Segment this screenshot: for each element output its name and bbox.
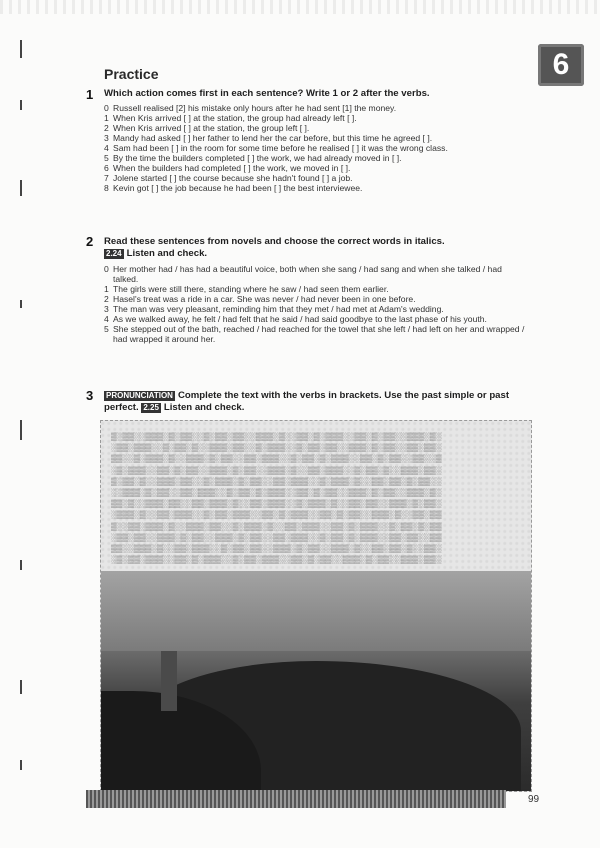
list-item: 4 As we walked away, he felt / had felt that he said / had said goodbye to the last phase of his youth.	[104, 314, 487, 324]
unit-badge	[538, 44, 584, 86]
margin-ticks	[20, 40, 26, 780]
list-item: 7 Jolene started [ ] the course because she hadn't found [ ] a job.	[104, 173, 353, 183]
list-item: 6 When the builders had completed [ ] the work, we moved in [ ].	[104, 163, 351, 173]
pronunciation-tag: PRONUNCIATION	[106, 391, 173, 400]
landscape-photo	[101, 571, 531, 791]
audio-track-badge: 2.25	[143, 403, 159, 412]
page-number: 99	[528, 794, 540, 805]
exercise-1-number: 1	[86, 87, 94, 102]
list-item: 2 Hasel's treat was a ride in a car. She was never / had never been in one before.	[104, 294, 416, 304]
list-item: 2 When Kris arrived [ ] at the station, the group left [ ].	[104, 123, 310, 133]
list-item: 4 Sam had been [ ] in the room for some time before he realised [ ] it was the wrong class.	[104, 143, 448, 153]
list-item: 1 The girls were still there, standing where he saw / had seen them earlier.	[104, 284, 389, 294]
list-item: 5 She stepped out of the bath, reached / had reached for the towel that she left / had left on her and wrapped / had wrapped it around her.	[104, 324, 525, 344]
photo-sky	[101, 571, 531, 651]
list-item: 0 Her mother had / has had a beautiful voice, both when she sang / had sang and when she talked / had talked.	[104, 264, 502, 284]
unit-number: 6	[552, 48, 570, 81]
exercise-1-instruction: Which action comes first in each sentence? Write 1 or 2 after the verbs.	[104, 88, 430, 99]
exercise-2-instruction: Read these sentences from novels and choose the correct words in italics. 2.24 Listen and check.	[104, 236, 445, 259]
exercise-2-items	[104, 264, 529, 344]
list-item: 8 Kevin got [ ] the job because he had been [ ] the best interviewee.	[104, 183, 363, 193]
exercise-3-number: 3	[86, 388, 94, 403]
illegible-scanned-text: ▒░▒▒░░▒▒▒░▒░▒▒░░▒░▒▒░▒▒░░▒▒▒░▒░░▒▒░▒░▒▒▒░░▒▒░▒░▒▒░░▒▒▒░▒░ ░▒▒░▒▒▒░░▒░▒▒░▒░░▒▒▒░▒▒░░▒░▒▒▒░░▒░▒▒░▒▒░░▒▒▒░▒░▒▒░░▒▒░▒▒░ ▒▒░░▒░▒▒▒░▒░░▒▒▒░▒░▒▒░░▒▒░▒▒▒░░▒░▒▒░▒░▒▒▒░░▒▒░▒░▒▒░░▒▒░░▒ ░▒░▒▒▒░░▒▒░▒░▒▒░░▒▒▒░▒░▒▒░░▒▒▒░▒░░▒▒░▒▒▒░░▒░▒▒░▒░░▒▒▒░▒▒░ ▒░▒▒░▒░░▒▒▒░▒▒░░▒░▒▒▒░▒░▒▒░░▒▒░▒▒▒░░▒░▒▒▒░▒░░▒▒░▒▒░▒░▒▒░░ ░░▒▒▒░▒░▒▒░░▒▒░▒▒▒░░▒░▒▒░▒░▒▒▒░░▒▒░▒░▒▒░░▒▒▒░▒░▒▒░░▒▒▒░▒░ ▒▒░▒░░▒▒▒░▒▒░░▒▒░▒▒▒░▒░░▒▒░▒▒▒░░▒░▒▒▒░▒░░▒▒░▒▒░░▒▒▒░▒░▒▒░ ░▒▒▒░▒░░▒▒░▒▒▒░░▒░▒▒░▒▒▒░░▒▒░▒░▒▒▒░░▒▒░▒░▒▒░░▒▒▒░▒░░▒▒░▒▒ ▒░░▒▒░▒▒▒░▒░░▒▒▒░▒▒░░▒░▒▒▒░▒░░▒▒░▒▒▒░░▒▒░▒░▒▒▒░░▒░▒▒░▒░▒▒ ░▒▒░▒▒░░▒▒▒░▒░▒▒░░▒▒▒░▒░▒▒░░▒▒░▒▒▒░░▒░▒▒░▒░▒▒▒░░▒▒░▒▒░░▒▒ ▒▒░░▒▒▒░▒░░▒▒░▒▒▒░░▒░▒▒░▒▒░░▒▒▒░▒░▒▒░░▒▒▒░▒░░▒▒░▒▒░▒░░▒▒░ ░▒░▒▒░▒▒▒░░▒▒░▒░▒▒▒░░▒░▒▒░▒▒▒░░▒▒░▒░▒▒░░▒▒▒░▒░▒▒░░▒▒▒░▒▒░	[111, 432, 442, 565]
scan-noise-top	[0, 0, 600, 14]
photo-tower	[161, 651, 177, 711]
section-heading: Practice	[104, 66, 159, 82]
list-item: 0 Russell realised [2] his mistake only hours after he had sent [1] the money.	[104, 103, 397, 113]
audio-track-badge: 2.24	[106, 249, 122, 258]
list-item: 1 When Kris arrived [ ] at the station, the group had already left [ ].	[104, 113, 357, 123]
reading-text-box	[100, 420, 532, 792]
footer-bar	[86, 790, 506, 808]
list-item: 3 Mandy had asked [ ] her father to lend her the car before, but this time he agreed [ ].	[104, 133, 433, 143]
exercise-2-number: 2	[86, 234, 94, 249]
exercise-1-items	[104, 103, 529, 193]
exercise-3-instruction: PRONUNCIATION Complete the text with the verbs in brackets. Use the past simple or past perfect. 2.25 Listen and check.	[104, 390, 510, 413]
list-item: 3 The man was very pleasant, reminding him that they met / had met at Adam's wedding.	[104, 304, 444, 314]
list-item: 5 By the time the builders completed [ ] the work, we had already moved in [ ].	[104, 153, 402, 163]
